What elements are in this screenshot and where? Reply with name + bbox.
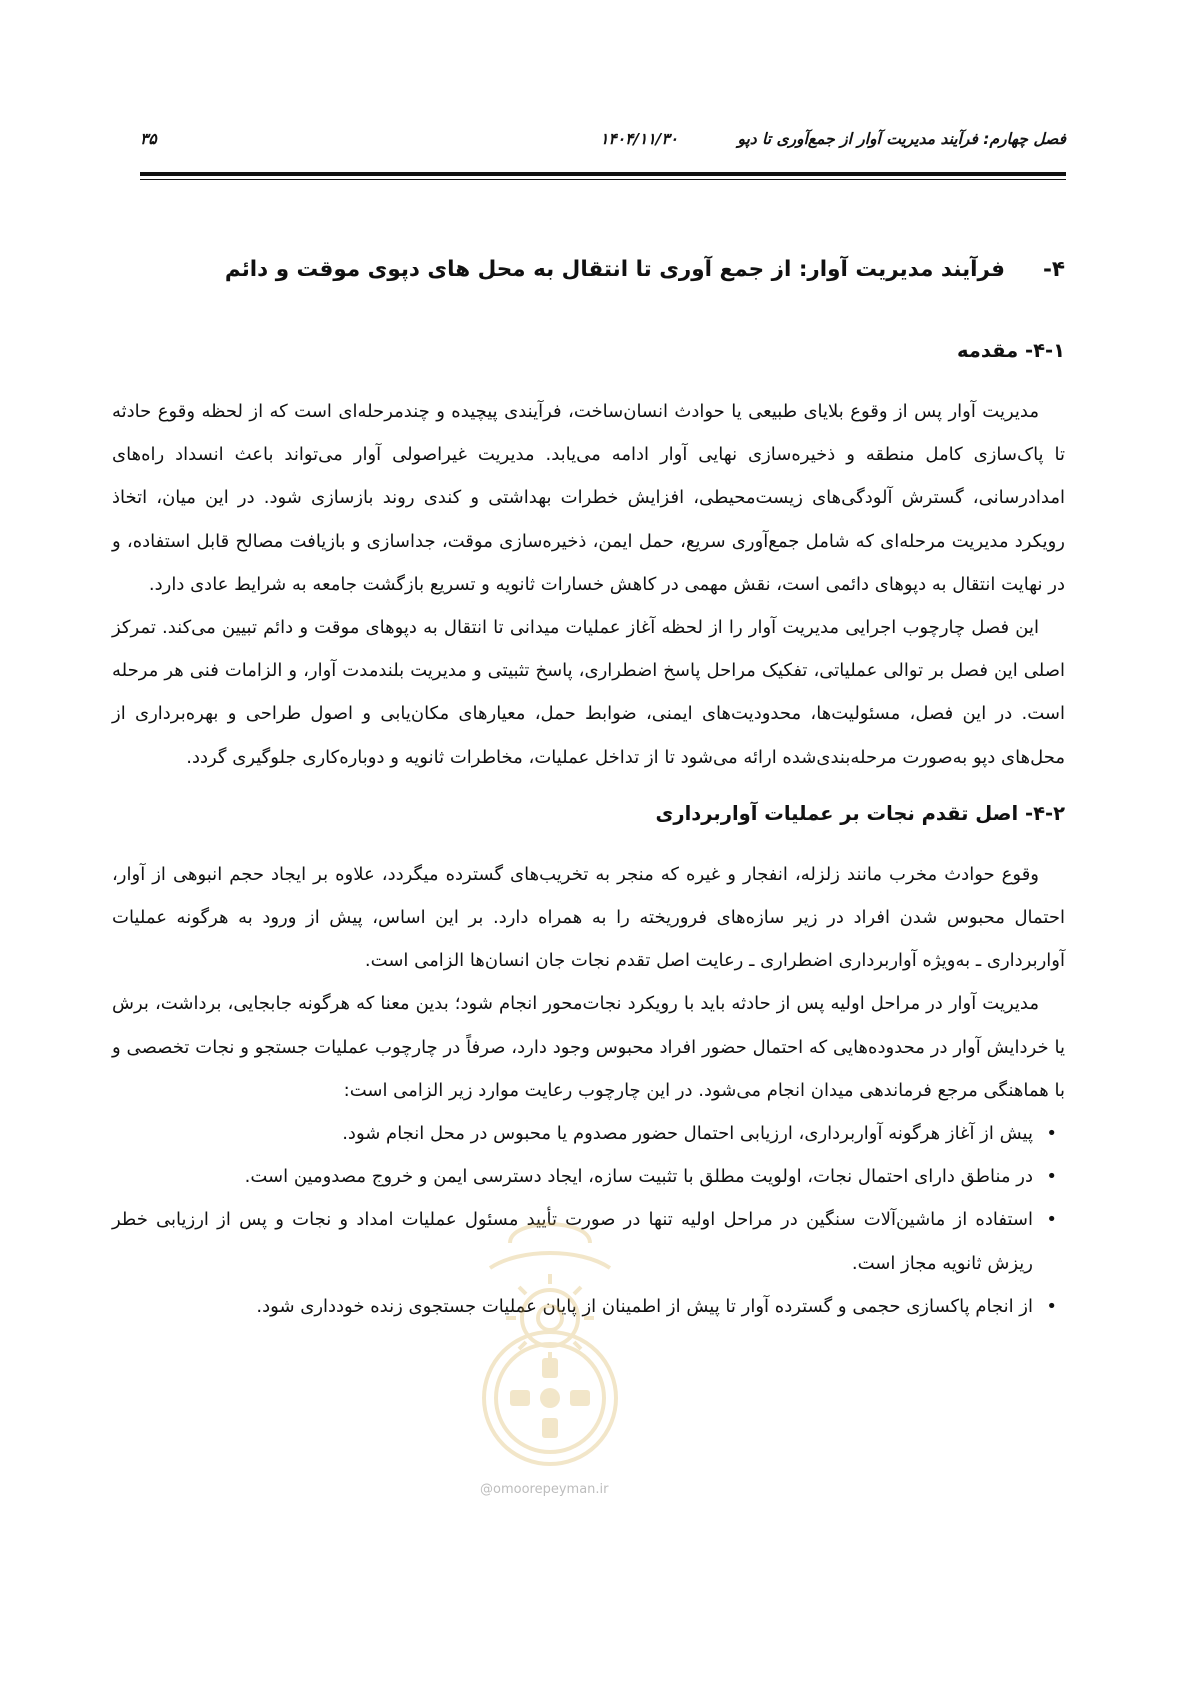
stamp-logo-icon [450,1208,650,1468]
chapter-number: ۴- [1042,257,1065,282]
list-item [112,1112,1065,1155]
list-item-text: پیش از آغاز هرگونه آواربرداری، ارزیابی احتمال حضور مصدوم یا محبوس در محل انجام شود. [342,1123,1033,1145]
chapter-heading [112,255,1065,285]
bullet-icon: • [1046,1123,1057,1145]
section-heading-rescue-priority: ۴-۲- اصل تقدم نجات بر عملیات آواربرداری [655,801,1065,825]
list-item [112,1155,1065,1198]
watermark-site: @omoorepeyman.ir [480,1482,609,1497]
bullet-icon: • [1046,1166,1057,1188]
list-item-text: در مناطق دارای احتمال نجات، اولویت مطلق با تثبیت سازه، ایجاد دسترسی ایمن و خروج مصدومین است. [244,1166,1033,1188]
list-item-text: استفاده از ماشین‌آلات سنگین در مراحل اولیه تنها در صورت تأیید مسئول عملیات امداد و نجات و پس از ارزیابی خطر ریزش ثانویه مجاز است. [112,1209,1033,1274]
paragraph: مدیریت آوار در مراحل اولیه پس از حادثه باید با رویکرد نجات‌محور انجام شود؛ بدین معنا که هرگونه جابجایی، برداشت، برش یا خردایش آوار در محدوده‌هایی که احتمال حضور افراد محبوس وجود دارد، صرفاً در چارچوب عملیات جستجو و نجات تخصصی و با هماهنگی مرجع فرماندهی میدان انجام می‌شود. در این چارچوب رعایت موارد زیر الزامی است: [112,993,1065,1101]
chapter-title: فرآیند مدیریت آوار: از جمع آوری تا انتقال به محل های دپوی موقت و دائم [224,257,1005,282]
header-rule-thin [140,179,1066,180]
bullet-icon: • [1046,1209,1057,1231]
paragraph: وقوع حوادث مخرب مانند زلزله، انفجار و غیره که منجر به تخریب‌های گسترده میگردد، علاوه بر ایجاد حجم انبوهی از آوار، احتمال محبوس شدن افراد در زیر سازه‌های فروریخته را به همراه دارد. بر این اساس، پیش از ورود به هرگونه عملیات آواربرداری ـ به‌ویژه آواربرداری اضطراری ـ رعایت اصل تقدم نجات جان انسان‌ها الزامی است. [112,863,1065,972]
page-content [112,255,1065,1328]
paragraph: این فصل چارچوب اجرایی مدیریت آوار را از لحظه آغاز عملیات میدانی تا انتقال به دپوهای موقت و دائم تبیین می‌کند. تمرکز اصلی این فصل بر توالی عملیاتی، تفکیک مراحل پاسخ اضطراری، پاسخ تثبیتی و مدیریت بلندمدت آوار، و الزامات فنی هر مرحله است. در این فصل، مسئولیت‌ها، محدودیت‌های ایمنی، ضوابط حمل، معیارهای مکان‌یابی و اصول طراحی و بهره‌برداری از محل‌های دپو به‌صورت مرحله‌بندی‌شده ارائه می‌شود تا از تداخل عملیات، مخاطرات ثانویه و دوباره‌کاری جلوگیری گردد. [112,617,1065,768]
paragraph: مدیریت آوار پس از وقوع بلایای طبیعی یا حوادث انسان‌ساخت، فرآیندی پیچیده و چندمرحله‌ای است که از لحظه وقوع حادثه تا پاک‌سازی کامل منطقه و ذخیره‌سازی نهایی آوار ادامه می‌یابد. مدیریت غیراصولی آوار می‌تواند باعث انسداد راه‌های امدادرسانی، گسترش آلودگی‌های زیست‌محیطی، افزایش خطرات بهداشتی و کندی روند بازسازی شود. در این میان، اتخاذ رویکرد مدیریت مرحله‌ای که شامل جمع‌آوری سریع، حمل ایمن، ذخیره‌سازی موقت، جداسازی و بازیافت مصالح قابل استفاده، و در نهایت انتقال به دپوهای دائمی است، نقش مهمی در کاهش خسارات ثانویه و تسریع بازگشت جامعه به شرایط عادی دارد. [112,401,1065,595]
header-page-number: ۳۵ [140,130,157,148]
stamp-watermark [450,1208,650,1468]
list-item-text: از انجام پاکسازی حجمی و گسترده آوار تا پیش از اطمینان از پایان عملیات جستجوی زنده خودداری شود. [256,1295,1033,1317]
header-date: ۱۴۰۴/۱۱/۳۰ [600,130,678,148]
bullet-icon: • [1046,1295,1057,1317]
section-heading-intro: ۴-۱- مقدمه [956,339,1065,362]
header-rule-thick [140,172,1066,176]
page-header [140,130,1066,166]
header-chapter-title: فصل چهارم: فرآیند مدیریت آوار از جمع‌آوری تا دپو [737,130,1066,148]
